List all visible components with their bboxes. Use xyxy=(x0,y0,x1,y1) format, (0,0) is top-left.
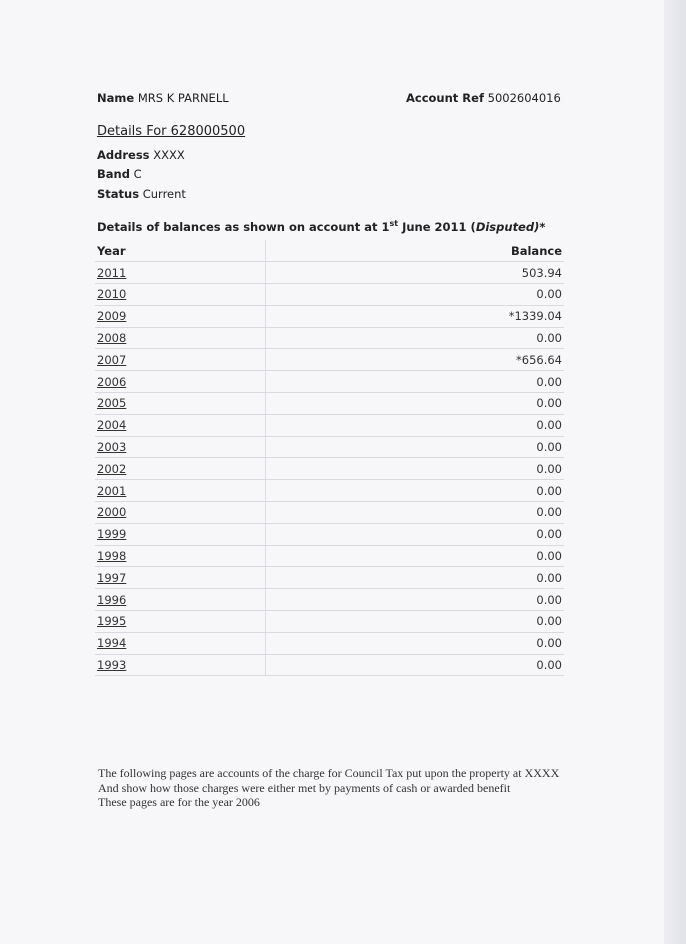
table-row xyxy=(95,654,564,676)
band-label: Band xyxy=(97,167,130,181)
balance-cell: 0.00 xyxy=(265,371,564,393)
title-suffix: * xyxy=(539,219,546,234)
details-heading: Details For 628000500 xyxy=(97,124,246,139)
balance-cell: 0.00 xyxy=(265,414,564,436)
year-cell[interactable]: 2009 xyxy=(95,305,265,327)
year-cell[interactable]: 1999 xyxy=(95,523,265,545)
account-ref-field xyxy=(406,91,561,105)
band-field xyxy=(97,167,142,181)
balance-cell: 0.00 xyxy=(265,327,564,349)
balances-table-title xyxy=(97,219,545,234)
year-column-header: Year xyxy=(95,240,265,262)
table-row xyxy=(95,349,564,371)
table-row xyxy=(95,480,564,502)
balance-cell: 0.00 xyxy=(265,632,564,654)
balance-cell: 0.00 xyxy=(265,480,564,502)
table-row xyxy=(95,567,564,589)
status-value: Current xyxy=(142,187,186,201)
year-cell[interactable]: 2006 xyxy=(95,371,265,393)
year-cell[interactable]: 2010 xyxy=(95,284,265,306)
status-field xyxy=(97,187,186,201)
balance-cell: 0.00 xyxy=(265,654,564,676)
year-cell[interactable]: 1994 xyxy=(95,632,265,654)
status-label: Status xyxy=(97,187,140,201)
table-row xyxy=(95,502,564,524)
page-edge xyxy=(664,0,686,944)
year-cell[interactable]: 1995 xyxy=(95,611,265,633)
balance-cell: 0.00 xyxy=(265,523,564,545)
table-row xyxy=(95,523,564,545)
balance-cell: 0.00 xyxy=(265,611,564,633)
balance-cell: 0.00 xyxy=(265,567,564,589)
balance-cell: 0.00 xyxy=(265,545,564,567)
table-row xyxy=(95,305,564,327)
balance-cell: *1339.04 xyxy=(265,305,564,327)
title-sup: st xyxy=(389,219,399,228)
address-value: XXXX xyxy=(153,148,185,162)
table-row xyxy=(95,414,564,436)
year-cell[interactable]: 2001 xyxy=(95,480,265,502)
name-value: MRS K PARNELL xyxy=(137,91,229,105)
balance-cell: 0.00 xyxy=(265,393,564,415)
footer-line-2: And show how those charges were either met by payments of cash or awarded benefit xyxy=(98,780,511,795)
table-row xyxy=(95,589,564,611)
title-mid: June 2011 ( xyxy=(398,219,476,234)
table-row xyxy=(95,611,564,633)
footer-line-1: The following pages are accounts of the charge for Council Tax put upon the property at XXXX xyxy=(98,766,560,780)
balance-cell: 0.00 xyxy=(265,284,564,306)
table-row xyxy=(95,262,564,284)
balance-cell: *656.64 xyxy=(265,349,564,371)
year-cell[interactable]: 1998 xyxy=(95,545,265,567)
title-disputed: Disputed) xyxy=(475,219,540,234)
year-cell[interactable]: 2005 xyxy=(95,393,265,415)
year-cell[interactable]: 2002 xyxy=(95,458,265,480)
balance-cell: 0.00 xyxy=(265,502,564,524)
name-label: Name xyxy=(97,91,135,105)
address-label: Address xyxy=(97,148,150,162)
table-row xyxy=(95,458,564,480)
band-value: C xyxy=(133,167,142,181)
balance-cell: 0.00 xyxy=(265,458,564,480)
table-header-row xyxy=(95,240,564,262)
title-prefix: Details of balances as shown on account at 1 xyxy=(97,219,390,234)
year-cell[interactable]: 2007 xyxy=(95,349,265,371)
account-ref-label: Account Ref xyxy=(406,91,484,105)
year-cell[interactable]: 2008 xyxy=(95,327,265,349)
table-row xyxy=(95,284,564,306)
table-row xyxy=(95,393,564,415)
footer-line-3: These pages are for the year 2006 xyxy=(98,795,260,809)
address-field xyxy=(97,148,185,162)
table-row xyxy=(95,371,564,393)
year-cell[interactable]: 2003 xyxy=(95,436,265,458)
balance-cell: 0.00 xyxy=(265,589,564,611)
name-field xyxy=(97,91,229,105)
footer-text xyxy=(98,766,568,810)
year-cell[interactable]: 1993 xyxy=(95,654,265,676)
table-row xyxy=(95,545,564,567)
account-ref-value: 5002604016 xyxy=(487,91,561,105)
year-cell[interactable]: 2011 xyxy=(95,262,265,284)
year-cell[interactable]: 2004 xyxy=(95,414,265,436)
year-cell[interactable]: 1996 xyxy=(95,589,265,611)
balance-column-header: Balance xyxy=(265,240,564,262)
year-cell[interactable]: 2000 xyxy=(95,502,265,524)
table-row xyxy=(95,632,564,654)
balance-cell: 503.94 xyxy=(265,262,564,284)
table-row xyxy=(95,327,564,349)
table-row xyxy=(95,436,564,458)
balance-cell: 0.00 xyxy=(265,436,564,458)
balances-table xyxy=(95,240,564,676)
year-cell[interactable]: 1997 xyxy=(95,567,265,589)
